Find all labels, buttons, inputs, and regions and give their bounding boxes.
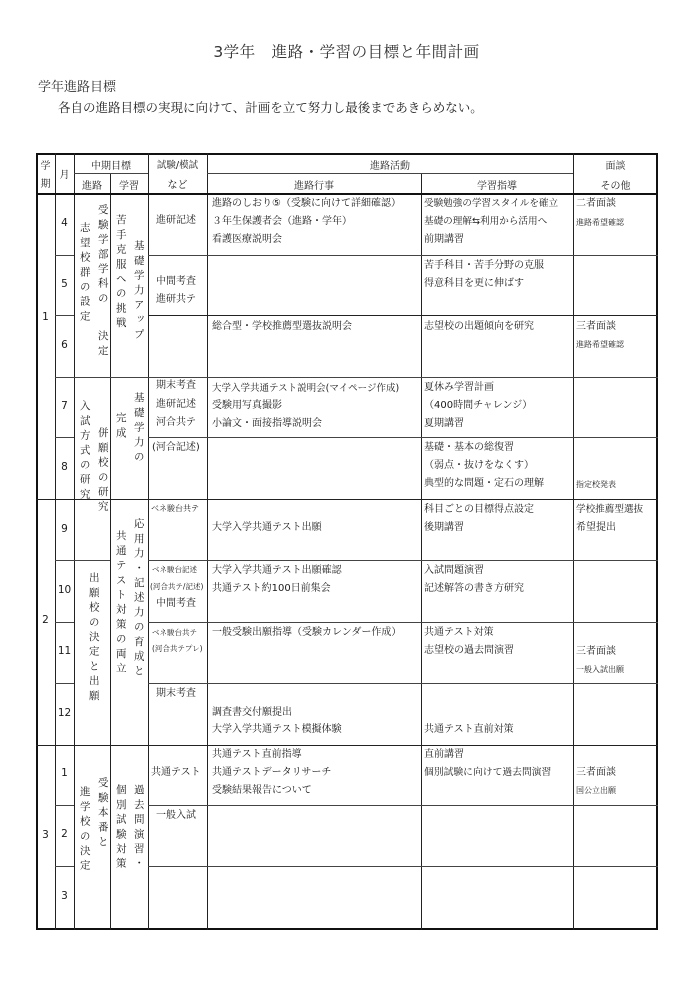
other-item: 三者面談 (576, 646, 616, 657)
col-line (110, 173, 111, 930)
course-goal-text: 出願校の決定と出願 (87, 572, 100, 705)
guidance-item: 直前講習 (424, 749, 464, 760)
other-item: 希望提出 (576, 522, 616, 533)
month-number: 12 (57, 707, 72, 719)
other-item: 二者面談 (576, 198, 616, 209)
row-line (148, 315, 658, 316)
event-item: 共通テストデータリサーチ (212, 767, 332, 778)
study-goal-text: 過去問演習・ (132, 784, 145, 873)
event-item: 共通テスト直前指導 (212, 749, 302, 760)
guidance-item: 受験勉強の学習スタイルを確立 (424, 198, 559, 209)
month-number: 3 (61, 890, 68, 902)
event-item: 進路のしおり⑤（受験に向けて詳細確認） (212, 198, 401, 209)
other-item: 一般入試出願 (576, 665, 624, 674)
guidance-item: 共通テスト直前対策 (424, 724, 514, 735)
guidance-item: 志望校の出題傾向を研究 (424, 321, 534, 332)
event-item: 看護医療説明会 (212, 234, 282, 245)
term-number: 2 (42, 614, 49, 626)
term-number: 1 (42, 311, 49, 323)
other-item: 国公立出願 (576, 786, 616, 795)
term-line (36, 745, 658, 746)
header-events: 進路行事 (294, 181, 334, 192)
exam-item: ベネ駿台共テ (152, 628, 197, 637)
header-study-goal: 学習 (119, 181, 139, 192)
month-number: 5 (61, 278, 68, 290)
event-item: 大学入学共通テスト出願確認 (212, 565, 342, 576)
other-item: 三者面談 (576, 767, 616, 778)
study-goal-text: 基礎学力アップ (132, 240, 145, 343)
header-other: その他 (600, 181, 631, 192)
exam-item: 進研共テ (156, 294, 196, 305)
header-divider (74, 173, 148, 174)
month-number: 6 (61, 339, 68, 351)
exam-item: 共通テスト (151, 767, 201, 778)
guidance-item: （400時間チャレンジ） (424, 400, 533, 411)
other-item: 進路希望確認 (576, 218, 624, 227)
header-course-goal: 進路 (82, 181, 102, 192)
exam-item: 中間考査 (156, 276, 196, 287)
study-goal-text: 苦手克服への挑戦 (114, 214, 127, 332)
exam-item: 期末考査 (156, 380, 196, 391)
row-line (55, 866, 74, 867)
event-item: 調査書交付願提出 (212, 707, 292, 718)
col-line (421, 173, 422, 930)
guidance-item: 基礎・基本の総復習 (424, 442, 514, 453)
header-month: 月 (59, 170, 70, 181)
guidance-item: 後期講習 (424, 522, 464, 533)
row-line (55, 315, 74, 316)
month-number: 11 (57, 645, 72, 657)
header-interview: 面談 (605, 161, 626, 172)
study-goal-text: 基礎学力の (132, 392, 145, 466)
row-line (148, 560, 658, 561)
row-line (148, 437, 658, 438)
guidance-item: 個別試験に向けて過去問演習 (424, 767, 552, 778)
exam-item: 進研記述 (156, 215, 196, 226)
term-number: 3 (42, 829, 49, 841)
grade-goal-text: 各自の進路目標の実現に向けて、計画を立て努力し最後まであきらめない。 (58, 100, 483, 115)
row-line (55, 805, 74, 806)
row-line (148, 866, 658, 867)
header-exam: 試験/模試 (156, 160, 199, 171)
exam-item: 一般入試 (156, 810, 196, 821)
header-activity: 進路活動 (370, 161, 410, 172)
row-line (55, 437, 74, 438)
course-goal-text: 志望校群の設定 (78, 222, 91, 325)
course-goal-text: 受験学部学科の (96, 204, 109, 307)
grade-goal-heading: 学年進路目標 (38, 80, 117, 95)
exam-item: ベネ駿台記述 (152, 565, 197, 574)
other-item: 学校推薦型選抜 (576, 504, 644, 515)
guidance-item: 基礎の理解⇆利用から活用へ (424, 216, 548, 227)
row-line (148, 255, 658, 256)
month-number: 7 (61, 400, 68, 412)
exam-item: 中間考査 (156, 598, 196, 609)
plan-table (36, 153, 658, 930)
event-item: 総合型・学校推薦型選抜説明会 (212, 321, 352, 332)
course-goal-text: 受験本番と (96, 777, 109, 851)
study-goal-text: 応用力・記述力の育成と (132, 518, 145, 680)
event-item: 大学入学共通テスト出願 (212, 522, 322, 533)
month-number: 10 (57, 584, 72, 596)
exam-item: (河合記述) (152, 442, 200, 453)
guidance-item: 典型的な問題・定石の理解 (424, 478, 544, 489)
exam-item: (河合共テプレ) (152, 644, 203, 653)
study-goal-text: 共通テスト対策の両立 (114, 530, 127, 677)
study-goal-text: 個別試験対策 (114, 784, 127, 873)
event-item: 受験用写真撮影 (212, 400, 282, 411)
row-line (110, 499, 148, 500)
guidance-item: （弱点・抜けをなくす） (424, 460, 534, 471)
other-item: 指定校発表 (576, 480, 616, 489)
month-number: 1 (61, 767, 68, 779)
guidance-item: 前期講習 (424, 234, 464, 245)
guidance-item: 得意科目を更に伸ばす (424, 278, 524, 289)
exam-item: 河合共テ (156, 417, 196, 428)
guidance-item: 共通テスト対策 (424, 627, 494, 638)
row-line (55, 377, 658, 378)
exam-item: 進研記述 (156, 399, 196, 410)
header-midterm-goal: 中期目標 (91, 161, 131, 172)
col-line (207, 153, 208, 930)
row-line (148, 499, 658, 500)
col-line (573, 153, 574, 930)
guidance-item: 志望校の過去問演習 (424, 645, 514, 656)
header-exam: など (167, 180, 188, 191)
month-number: 9 (61, 523, 68, 535)
guidance-item: 夏期講習 (424, 418, 464, 429)
month-number: 8 (61, 461, 68, 473)
course-goal-text: 進学校の決定 (78, 786, 91, 875)
event-item: 一般受験出願指導（受験カレンダー作成） (212, 627, 402, 638)
guidance-item: 夏休み学習計画 (424, 382, 494, 393)
month-number: 2 (61, 828, 68, 840)
row-line (55, 683, 74, 684)
event-item: 小論文・面接指導説明会 (212, 418, 322, 429)
page-title: 3学年 進路・学習の目標と年間計画 (213, 43, 480, 61)
event-item: 受験結果報告について (212, 785, 312, 796)
row-line (55, 255, 74, 256)
exam-item: ベネ駿台共テ (151, 504, 199, 513)
course-goal-text: 入試方式の研究 (78, 400, 91, 503)
col-line (55, 153, 56, 930)
other-item: 進路希望確認 (576, 340, 624, 349)
study-goal-text: 完成 (114, 412, 127, 442)
col-line (148, 153, 149, 930)
guidance-item: 記述解答の書き方研究 (424, 583, 524, 594)
guidance-item: 科目ごとの目標得点設定 (424, 504, 534, 515)
month-number: 4 (61, 217, 68, 229)
event-item: 大学入学共通テスト模擬体験 (212, 724, 342, 735)
row-line (148, 683, 658, 684)
header-term: 期 (40, 179, 51, 190)
course-goal-text: 決定 (96, 330, 109, 360)
guidance-item: 苦手科目・苦手分野の克服 (424, 260, 544, 271)
header-term: 学 (40, 161, 51, 172)
row-line (55, 560, 110, 561)
row-line (148, 622, 658, 623)
course-goal-text: 併願校の研究 (96, 427, 109, 516)
exam-item: 期末考査 (156, 688, 196, 699)
event-item: 共通テスト約100日前集会 (212, 583, 331, 594)
event-item: 大学入学共通テスト説明会(マイページ作成) (212, 383, 400, 394)
other-item: 三者面談 (576, 321, 616, 332)
row-line (55, 622, 74, 623)
header-guidance: 学習指導 (477, 181, 517, 192)
row-line (148, 805, 658, 806)
guidance-item: 入試問題演習 (424, 565, 484, 576)
exam-item: (河合共テ/記述) (150, 582, 204, 591)
event-item: ３年生保護者会（進路・学年） (212, 216, 352, 227)
col-line (74, 153, 75, 930)
header-divider (207, 173, 573, 174)
